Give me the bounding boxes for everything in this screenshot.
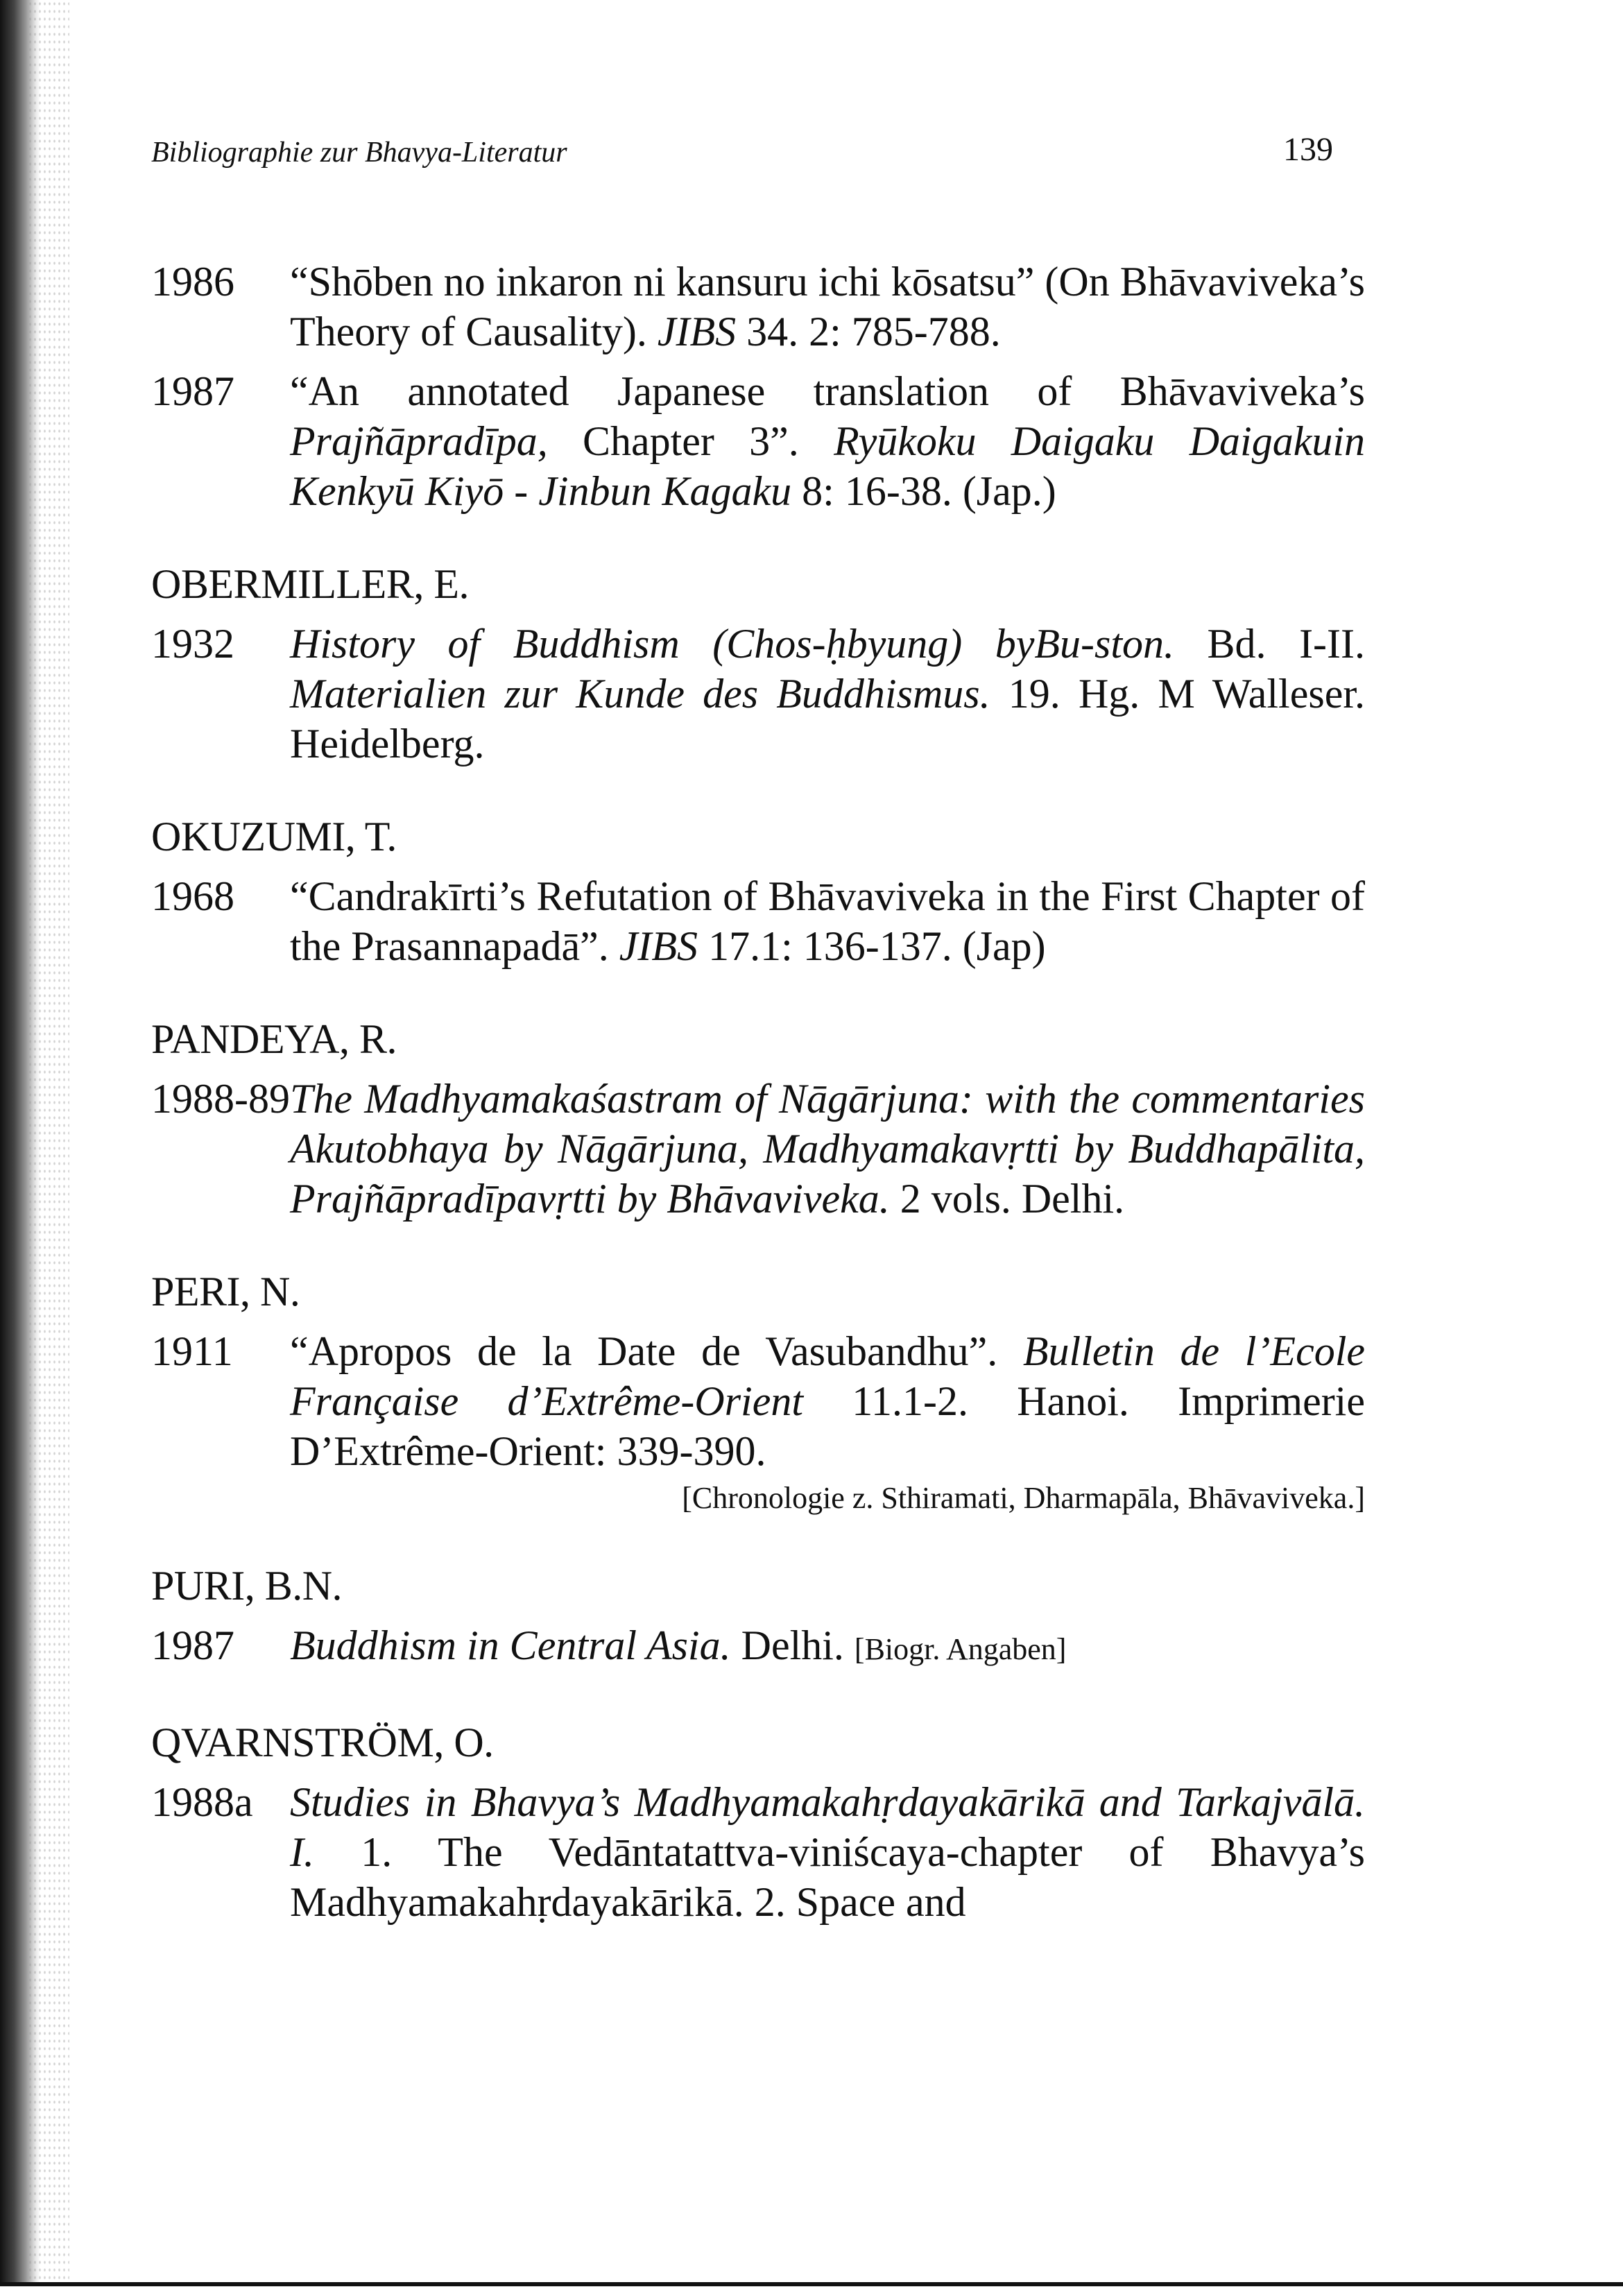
bibliography-body: [151, 257, 1365, 1937]
entry-work-title: Prajñāpradīpa,: [290, 418, 548, 464]
author-okuzumi: OKUZUMI, T.: [151, 814, 397, 859]
entry-reference: [290, 257, 1365, 357]
entry-1911: [151, 1326, 1365, 1518]
entry-1968: [151, 871, 1365, 971]
entry-reference: [290, 1326, 1365, 1518]
author-peri: PERI, N.: [151, 1269, 300, 1314]
entry-reference: [290, 619, 1365, 769]
entry-year: 1988-89: [151, 1076, 290, 1122]
entry-reference: [290, 1620, 1365, 1674]
entry-reference: [290, 1777, 1365, 1927]
entry-year: 1911: [151, 1328, 233, 1374]
entry-journal: Bulletin de l’Ecole Française d’Extrême-Orient: [290, 1328, 1366, 1424]
entry-year: 1987: [151, 368, 234, 414]
entry-note: [Chronologie z. Sthiramati, Dharmapāla, Bhāvaviveka.]: [682, 1481, 1365, 1515]
running-title: Bibliographie zur Bhavya-Literatur: [151, 137, 567, 169]
entry-title: Studies in Bhavya’s Madhyamakahṛdayakārikā and Tarkajvālā. I.: [290, 1779, 1365, 1875]
entry-1932: [151, 619, 1365, 769]
author-qvarnstrom: QVARNSTRÖM, O.: [151, 1720, 494, 1765]
entry-journal: JIBS: [619, 923, 698, 969]
entry-series: Materialien zur Kunde des Buddhismus.: [290, 671, 990, 717]
entry-reference: [290, 1074, 1365, 1224]
entry-title: Buddhism in Central Asia.: [290, 1622, 731, 1668]
entry-journal: JIBS: [657, 309, 737, 354]
entry-reference: [290, 366, 1365, 516]
author-puri: PURI, B.N.: [151, 1563, 343, 1609]
entry-1987-puri: [151, 1620, 1365, 1674]
entry-journal: Ryūkoku Daigaku Daigakuin Kenkyū Kiyō - Jinbun Kagaku: [290, 418, 1366, 514]
entry-1988-89: [151, 1074, 1365, 1224]
entry-details: 2 vols. Delhi.: [889, 1176, 1125, 1222]
entry-description: (On Bhāvaviveka’s Theory of Causality).: [290, 259, 1365, 354]
page-bottom-edge: [0, 2282, 1623, 2286]
page-number: 139: [1283, 131, 1333, 168]
entry-reference: [290, 871, 1365, 971]
entry-year: 1968: [151, 873, 234, 919]
entry-volumes: Bd. I-II.: [1174, 621, 1365, 667]
entry-details: 34. 2: 785-788.: [736, 309, 1001, 354]
entry-year: 1987: [151, 1622, 234, 1668]
author-obermiller: OBERMILLER, E.: [151, 561, 469, 607]
entry-title: “Apropos de la Date de Vasubandhu”.: [290, 1328, 1023, 1374]
entry-year: 1932: [151, 621, 234, 667]
author-pandeya: PANDEYA, R.: [151, 1016, 397, 1062]
entry-1988a: [151, 1777, 1365, 1927]
entry-title-prefix: “An annotated Japanese translation of Bhāvaviveka’s: [290, 368, 1365, 414]
entry-chapter: Chapter 3”.: [547, 418, 834, 464]
entry-title: The Madhyamakaśastram of Nāgārjuna: with the commentaries Akutobhaya by Nāgārjuna, Madhyamakavṛtti by Buddhapālita, Prajñāpradīpavṛtti by Bhāvaviveka.: [290, 1076, 1365, 1222]
entry-details: 8: 16-38. (Jap.): [791, 468, 1056, 514]
entry-title: History of Buddhism (Chos-ḥbyung) byBu-ston.: [290, 621, 1174, 667]
entry-details: 17.1: 136-137. (Jap): [698, 923, 1046, 969]
entry-details: 19. Hg. M Walleser. Heidelberg.: [290, 671, 1365, 766]
entry-1986: [151, 257, 1365, 357]
entry-year: 1988a: [151, 1779, 253, 1825]
entry-details: Delhi.: [730, 1622, 855, 1668]
entry-1987: [151, 366, 1365, 516]
entry-details: 1. The Vedāntatattva-viniścaya-chapter of Bhavya’s Madhyamakahṛdayakārikā. 2. Space and: [290, 1829, 1365, 1925]
entry-year: 1986: [151, 259, 234, 305]
entry-title: “Shōben no inkaron ni kansuru ichi kōsatsu”: [290, 259, 1035, 305]
page-binding-speckle: [28, 0, 69, 2282]
entry-details: 11.1-2. Hanoi. Imprimerie D’Extrême-Orient: 339-390.: [290, 1378, 1365, 1474]
entry-title: “Candrakīrti’s Refutation of Bhāvaviveka in the First Chapter of the Prasannapadā”.: [290, 873, 1365, 969]
entry-note: [Biogr. Angaben]: [854, 1632, 1067, 1666]
